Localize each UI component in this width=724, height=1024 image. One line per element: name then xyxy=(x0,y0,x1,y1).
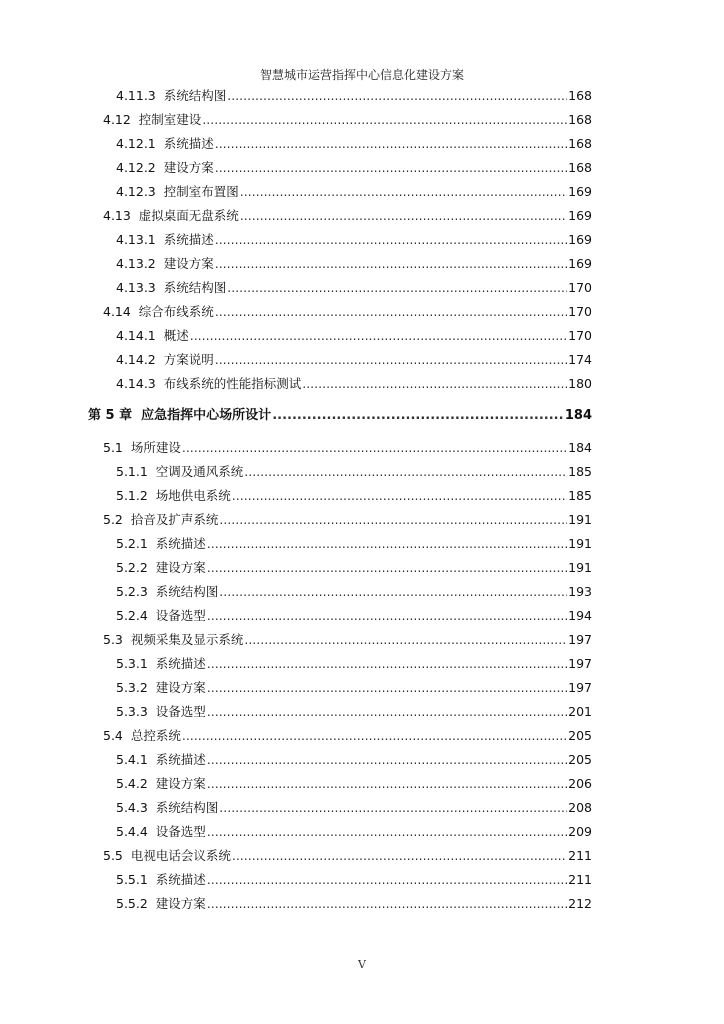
toc-chapter-entry[interactable] xyxy=(88,408,592,424)
dot-leader xyxy=(207,536,567,552)
toc-entry-title: 场所建设 xyxy=(130,440,181,455)
toc-entry-number: 4.13.3 xyxy=(116,280,156,295)
dot-leader xyxy=(232,848,567,864)
toc-entry-title: 应急指挥中心场所设计 xyxy=(141,408,272,423)
toc-entry[interactable] xyxy=(116,256,592,272)
dot-leader xyxy=(190,328,567,344)
toc-entry[interactable] xyxy=(103,512,592,528)
dot-leader xyxy=(207,824,567,840)
toc-entry-page: 170 xyxy=(568,280,592,295)
dot-leader xyxy=(302,376,567,392)
toc-entry-number: 5.3.1 xyxy=(116,656,148,671)
toc-entry-title: 系统结构图 xyxy=(163,280,227,295)
toc-entry-page: 197 xyxy=(568,632,592,647)
toc-entry-page: 197 xyxy=(568,656,592,671)
toc-entry-page: 191 xyxy=(568,512,592,527)
toc-entry-number: 5.1.2 xyxy=(116,488,148,503)
toc-entry[interactable] xyxy=(116,800,592,816)
dot-leader xyxy=(207,704,567,720)
toc-entry[interactable] xyxy=(116,704,592,720)
toc-entry[interactable] xyxy=(116,680,592,696)
toc-entry[interactable] xyxy=(116,136,592,152)
dot-leader xyxy=(207,752,567,768)
toc-entry-page: 212 xyxy=(568,896,592,911)
toc-entry-page: 170 xyxy=(568,328,592,343)
toc-entry-number: 5.4 xyxy=(103,728,123,743)
toc-entry-title: 概述 xyxy=(163,328,189,343)
toc-entry[interactable] xyxy=(116,752,592,768)
toc-entry-number: 5.2.1 xyxy=(116,536,148,551)
toc-entry-number: 5.5.1 xyxy=(116,872,148,887)
dot-leader xyxy=(219,800,567,816)
toc-entry-page: 205 xyxy=(568,728,592,743)
toc-entry-page: 168 xyxy=(568,160,592,175)
dot-leader xyxy=(215,136,567,152)
toc-entry-number: 5.4.1 xyxy=(116,752,148,767)
toc-entry[interactable] xyxy=(103,848,592,864)
toc-entry-number: 5.2 xyxy=(103,512,123,527)
toc-entry[interactable] xyxy=(116,776,592,792)
toc-entry-page: 211 xyxy=(568,872,592,887)
dot-leader xyxy=(240,184,567,200)
toc-entry-number: 5.3 xyxy=(103,632,123,647)
dot-leader xyxy=(232,488,567,504)
toc-entry-title: 系统描述 xyxy=(163,232,214,247)
toc-entry-number: 4.12.1 xyxy=(116,136,156,151)
toc-entry-number: 5.3.2 xyxy=(116,680,148,695)
toc-entry-page: 205 xyxy=(568,752,592,767)
toc-entry[interactable] xyxy=(116,88,592,104)
toc-entry-title: 电视电话会议系统 xyxy=(130,848,231,863)
toc-entry-number: 5.2.2 xyxy=(116,560,148,575)
toc-entry-page: 169 xyxy=(568,256,592,271)
toc-entry-page: 174 xyxy=(568,352,592,367)
toc-entry-title: 建设方案 xyxy=(155,776,206,791)
toc-entry[interactable] xyxy=(116,824,592,840)
dot-leader xyxy=(219,584,567,600)
toc-entry-page: 185 xyxy=(568,488,592,503)
toc-entry[interactable] xyxy=(116,872,592,888)
toc-entry-title: 设备选型 xyxy=(155,824,206,839)
toc-entry-title: 场地供电系统 xyxy=(155,488,231,503)
toc-entry-title: 系统描述 xyxy=(155,536,206,551)
toc-entry-number: 第 5 章 xyxy=(88,408,133,423)
toc-entry-title: 设备选型 xyxy=(155,704,206,719)
toc-entry-title: 建设方案 xyxy=(155,680,206,695)
toc-entry-page: 191 xyxy=(568,560,592,575)
toc-entry-title: 控制室建设 xyxy=(138,112,202,127)
toc-entry-title: 系统描述 xyxy=(155,752,206,767)
toc-entry-title: 系统结构图 xyxy=(163,88,227,103)
toc-entry-title: 建设方案 xyxy=(163,256,214,271)
toc-entry[interactable] xyxy=(103,728,592,744)
toc-entry[interactable] xyxy=(116,608,592,624)
toc-entry-page: 193 xyxy=(568,584,592,599)
toc-entry[interactable] xyxy=(103,440,592,456)
toc-entry-number: 4.12.2 xyxy=(116,160,156,175)
toc-entry-number: 5.4.2 xyxy=(116,776,148,791)
dot-leader xyxy=(182,440,567,456)
toc-entry-title: 综合布线系统 xyxy=(138,304,214,319)
toc-entry-page: 184 xyxy=(564,408,592,423)
toc-entry-page: 211 xyxy=(568,848,592,863)
toc-entry-title: 系统结构图 xyxy=(155,584,219,599)
dot-leader xyxy=(240,208,567,224)
dot-leader xyxy=(207,896,567,912)
page-number: V xyxy=(358,958,366,971)
dot-leader xyxy=(207,608,567,624)
toc-entry-title: 系统描述 xyxy=(155,872,206,887)
toc-entry-title: 视频采集及显示系统 xyxy=(130,632,244,647)
toc-entry[interactable] xyxy=(116,232,592,248)
toc-entry-number: 4.13 xyxy=(103,208,131,223)
dot-leader xyxy=(207,776,567,792)
toc-entry[interactable] xyxy=(116,488,592,504)
toc-entry[interactable] xyxy=(116,464,592,480)
toc-entry-title: 拾音及扩声系统 xyxy=(130,512,219,527)
toc-entry-page: 201 xyxy=(568,704,592,719)
toc-entry-number: 4.13.2 xyxy=(116,256,156,271)
toc-entry-page: 169 xyxy=(568,208,592,223)
toc-entry-number: 5.2.3 xyxy=(116,584,148,599)
toc-entry-page: 191 xyxy=(568,536,592,551)
toc-entry[interactable] xyxy=(116,328,592,344)
toc-entry-title: 虚拟桌面无盘系统 xyxy=(138,208,239,223)
toc-entry-page: 168 xyxy=(568,136,592,151)
dot-leader xyxy=(202,112,567,128)
toc-entry-number: 5.4.4 xyxy=(116,824,148,839)
toc-entry-title: 建设方案 xyxy=(155,560,206,575)
toc-entry-page: 206 xyxy=(568,776,592,791)
toc-entry-title: 建设方案 xyxy=(163,160,214,175)
toc-entry-page: 197 xyxy=(568,680,592,695)
toc-entry-title: 布线系统的性能指标测试 xyxy=(163,376,302,391)
toc-entry-number: 5.3.3 xyxy=(116,704,148,719)
page-header: 智慧城市运营指挥中心信息化建设方案 xyxy=(259,68,464,82)
toc-entry[interactable] xyxy=(103,304,592,320)
toc-entry[interactable] xyxy=(116,280,592,296)
toc-entry-title: 方案说明 xyxy=(163,352,214,367)
toc-entry-title: 建设方案 xyxy=(155,896,206,911)
toc-entry-number: 5.5.2 xyxy=(116,896,148,911)
toc-entry-title: 空调及通风系统 xyxy=(155,464,244,479)
toc-entry[interactable] xyxy=(116,896,592,912)
dot-leader xyxy=(215,232,567,248)
toc-entry[interactable] xyxy=(116,376,592,392)
toc-entry-number: 4.14.3 xyxy=(116,376,156,391)
dot-leader xyxy=(215,352,567,368)
dot-leader xyxy=(215,160,567,176)
dot-leader xyxy=(207,656,567,672)
dot-leader xyxy=(227,88,567,104)
toc-entry[interactable] xyxy=(116,352,592,368)
toc-entry-title: 控制室布置图 xyxy=(163,184,239,199)
toc-entry-title: 设备选型 xyxy=(155,608,206,623)
dot-leader xyxy=(207,680,567,696)
toc-entry-page: 184 xyxy=(568,440,592,455)
toc-entry-number: 4.14.2 xyxy=(116,352,156,367)
toc-entry[interactable] xyxy=(116,184,592,200)
dot-leader xyxy=(215,304,567,320)
dot-leader xyxy=(207,560,567,576)
toc-entry-number: 5.2.4 xyxy=(116,608,148,623)
toc-entry[interactable] xyxy=(116,536,592,552)
toc-entry-page: 209 xyxy=(568,824,592,839)
toc-entry[interactable] xyxy=(116,656,592,672)
toc-entry-title: 系统描述 xyxy=(155,656,206,671)
toc-entry[interactable] xyxy=(103,632,592,648)
dot-leader xyxy=(244,632,567,648)
toc-entry[interactable] xyxy=(116,160,592,176)
dot-leader xyxy=(182,728,567,744)
toc-entry-number: 4.14.1 xyxy=(116,328,156,343)
toc-entry-number: 5.4.3 xyxy=(116,800,148,815)
toc-entry-number: 4.13.1 xyxy=(116,232,156,247)
toc-entry-page: 180 xyxy=(568,376,592,391)
toc-entry-page: 169 xyxy=(568,232,592,247)
toc-entry[interactable] xyxy=(103,112,592,128)
toc-entry-page: 168 xyxy=(568,88,592,103)
dot-leader xyxy=(215,256,567,272)
toc-entry-number: 4.14 xyxy=(103,304,131,319)
toc-entry-page: 168 xyxy=(568,112,592,127)
toc-entry-number: 4.12 xyxy=(103,112,131,127)
toc-entry-title: 总控系统 xyxy=(130,728,181,743)
toc-entry-page: 169 xyxy=(568,184,592,199)
dot-leader xyxy=(272,408,564,424)
toc-entry-page: 194 xyxy=(568,608,592,623)
dot-leader xyxy=(244,464,567,480)
toc-entry-page: 170 xyxy=(568,304,592,319)
toc-entry-page: 185 xyxy=(568,464,592,479)
toc-entry[interactable] xyxy=(103,208,592,224)
toc-entry[interactable] xyxy=(116,584,592,600)
toc-entry-title: 系统描述 xyxy=(163,136,214,151)
toc-entry-title: 系统结构图 xyxy=(155,800,219,815)
toc-entry-page: 208 xyxy=(568,800,592,815)
toc-entry-number: 4.11.3 xyxy=(116,88,156,103)
toc-entry-number: 4.12.3 xyxy=(116,184,156,199)
dot-leader xyxy=(227,280,567,296)
dot-leader xyxy=(219,512,567,528)
dot-leader xyxy=(207,872,567,888)
toc-entry-number: 5.1 xyxy=(103,440,123,455)
toc-entry-number: 5.1.1 xyxy=(116,464,148,479)
toc-entry-number: 5.5 xyxy=(103,848,123,863)
toc-entry[interactable] xyxy=(116,560,592,576)
